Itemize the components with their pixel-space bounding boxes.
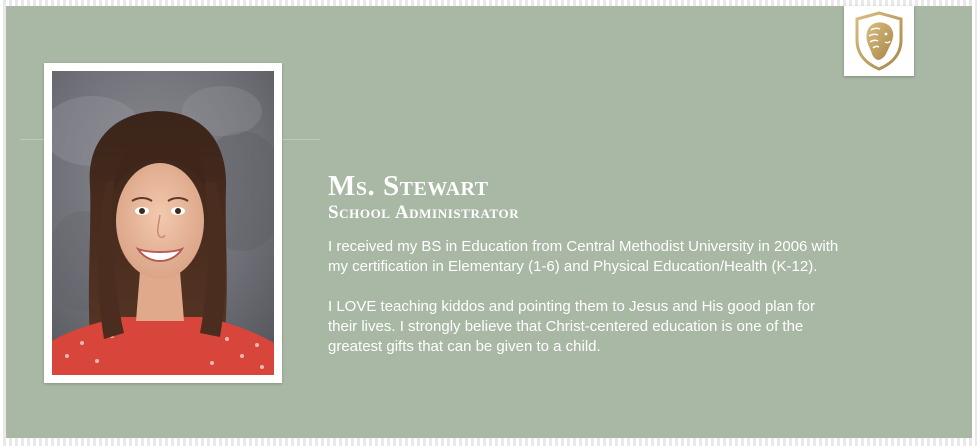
bio-paragraph: I received my BS in Education from Central Methodist University in 2006 with my certification in Elementary (1-6) and Physical Education/Health (K-12). [328,238,839,275]
lion-crest-icon [851,10,907,72]
school-crest-badge[interactable] [844,6,914,76]
staff-name: Ms. Stewart [328,170,489,202]
staff-portrait-photo [52,71,274,375]
profile-text [328,170,848,377]
staff-photo-frame [44,63,282,383]
bio-paragraph: I LOVE teaching kiddos and pointing them to Jesus and His good plan for their lives. I strongly believe that Christ-centered education is one of the greatest gifts that can be given to a child. [328,298,815,355]
staff-role: School Administrator [328,202,520,223]
